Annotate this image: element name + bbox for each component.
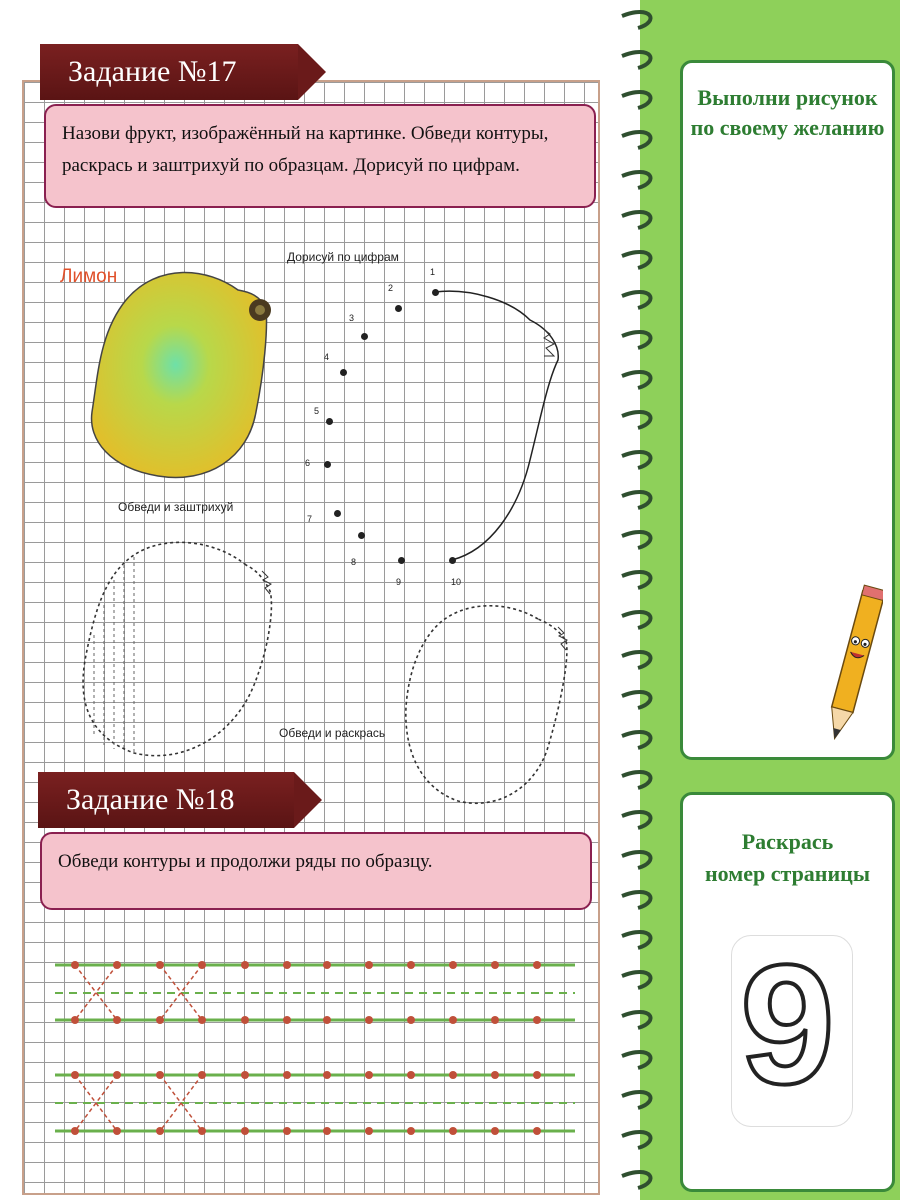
page-number: 9: [740, 930, 835, 1120]
pattern-rows: [55, 955, 580, 1145]
dot-3: [361, 333, 368, 340]
dot-4: [340, 369, 347, 376]
connect-dots-lemon-outline: [420, 280, 570, 580]
colored-lemon-illustration: [88, 262, 278, 484]
task-17-banner: [40, 44, 298, 100]
free-drawing-card: [680, 60, 895, 760]
dot-8: [358, 532, 365, 539]
dot-number-3: 3: [349, 313, 355, 323]
pencil-character-icon: [823, 581, 883, 751]
dot-number-10: 10: [451, 577, 462, 587]
page-number-card: [680, 792, 895, 1192]
free-drawing-title-line2: по своему желанию: [690, 115, 885, 140]
dot-2: [395, 305, 402, 312]
task-17-title: Задание №17: [68, 55, 237, 88]
task-17-instruction-line1: Назови фрукт, изображённый на картинке. Обведи контуры,: [62, 123, 549, 144]
dot-6: [324, 461, 331, 468]
dot-5: [326, 418, 333, 425]
trace-hatch-label: Обведи и заштрихуй: [118, 500, 234, 514]
dashed-lemon-hatch-template: [74, 535, 284, 765]
free-drawing-title-line1: Выполни рисунок: [697, 85, 878, 110]
dot-number-7: 7: [307, 514, 313, 524]
dot-number-2: 2: [388, 283, 394, 293]
page-card-title-line2: номер страницы: [704, 861, 871, 886]
trace-color-label: Обведи и раскрась: [279, 726, 386, 740]
page-card-title-line1: Раскрась: [741, 829, 834, 854]
fruit-name-label: Лимон: [60, 266, 118, 287]
task-17-instruction-line2: раскрась и заштрихуй по образцам. Дорисуй по цифрам.: [62, 155, 520, 176]
dot-number-4: 4: [324, 352, 330, 362]
dot-10: [449, 557, 456, 564]
task-17-instruction-box: [44, 104, 596, 208]
connect-dots-label: Дорисуй по цифрам: [287, 250, 399, 264]
dot-9: [398, 557, 405, 564]
dot-1: [432, 289, 439, 296]
task-18-instruction: Обведи контуры и продолжи ряды по образцу.: [58, 851, 433, 872]
task-18-title: Задание №18: [66, 783, 235, 816]
dot-number-8: 8: [351, 557, 357, 567]
task-18-instruction-box: [40, 832, 592, 910]
dashed-lemon-color-template: [398, 597, 578, 809]
dot-number-9: 9: [396, 577, 402, 587]
dot-number-5: 5: [314, 406, 320, 416]
dot-number-1: 1: [430, 267, 436, 277]
spiral-binding: [612, 0, 662, 1200]
dot-number-6: 6: [305, 458, 311, 468]
dot-7: [334, 510, 341, 517]
task-18-banner: [38, 772, 294, 828]
